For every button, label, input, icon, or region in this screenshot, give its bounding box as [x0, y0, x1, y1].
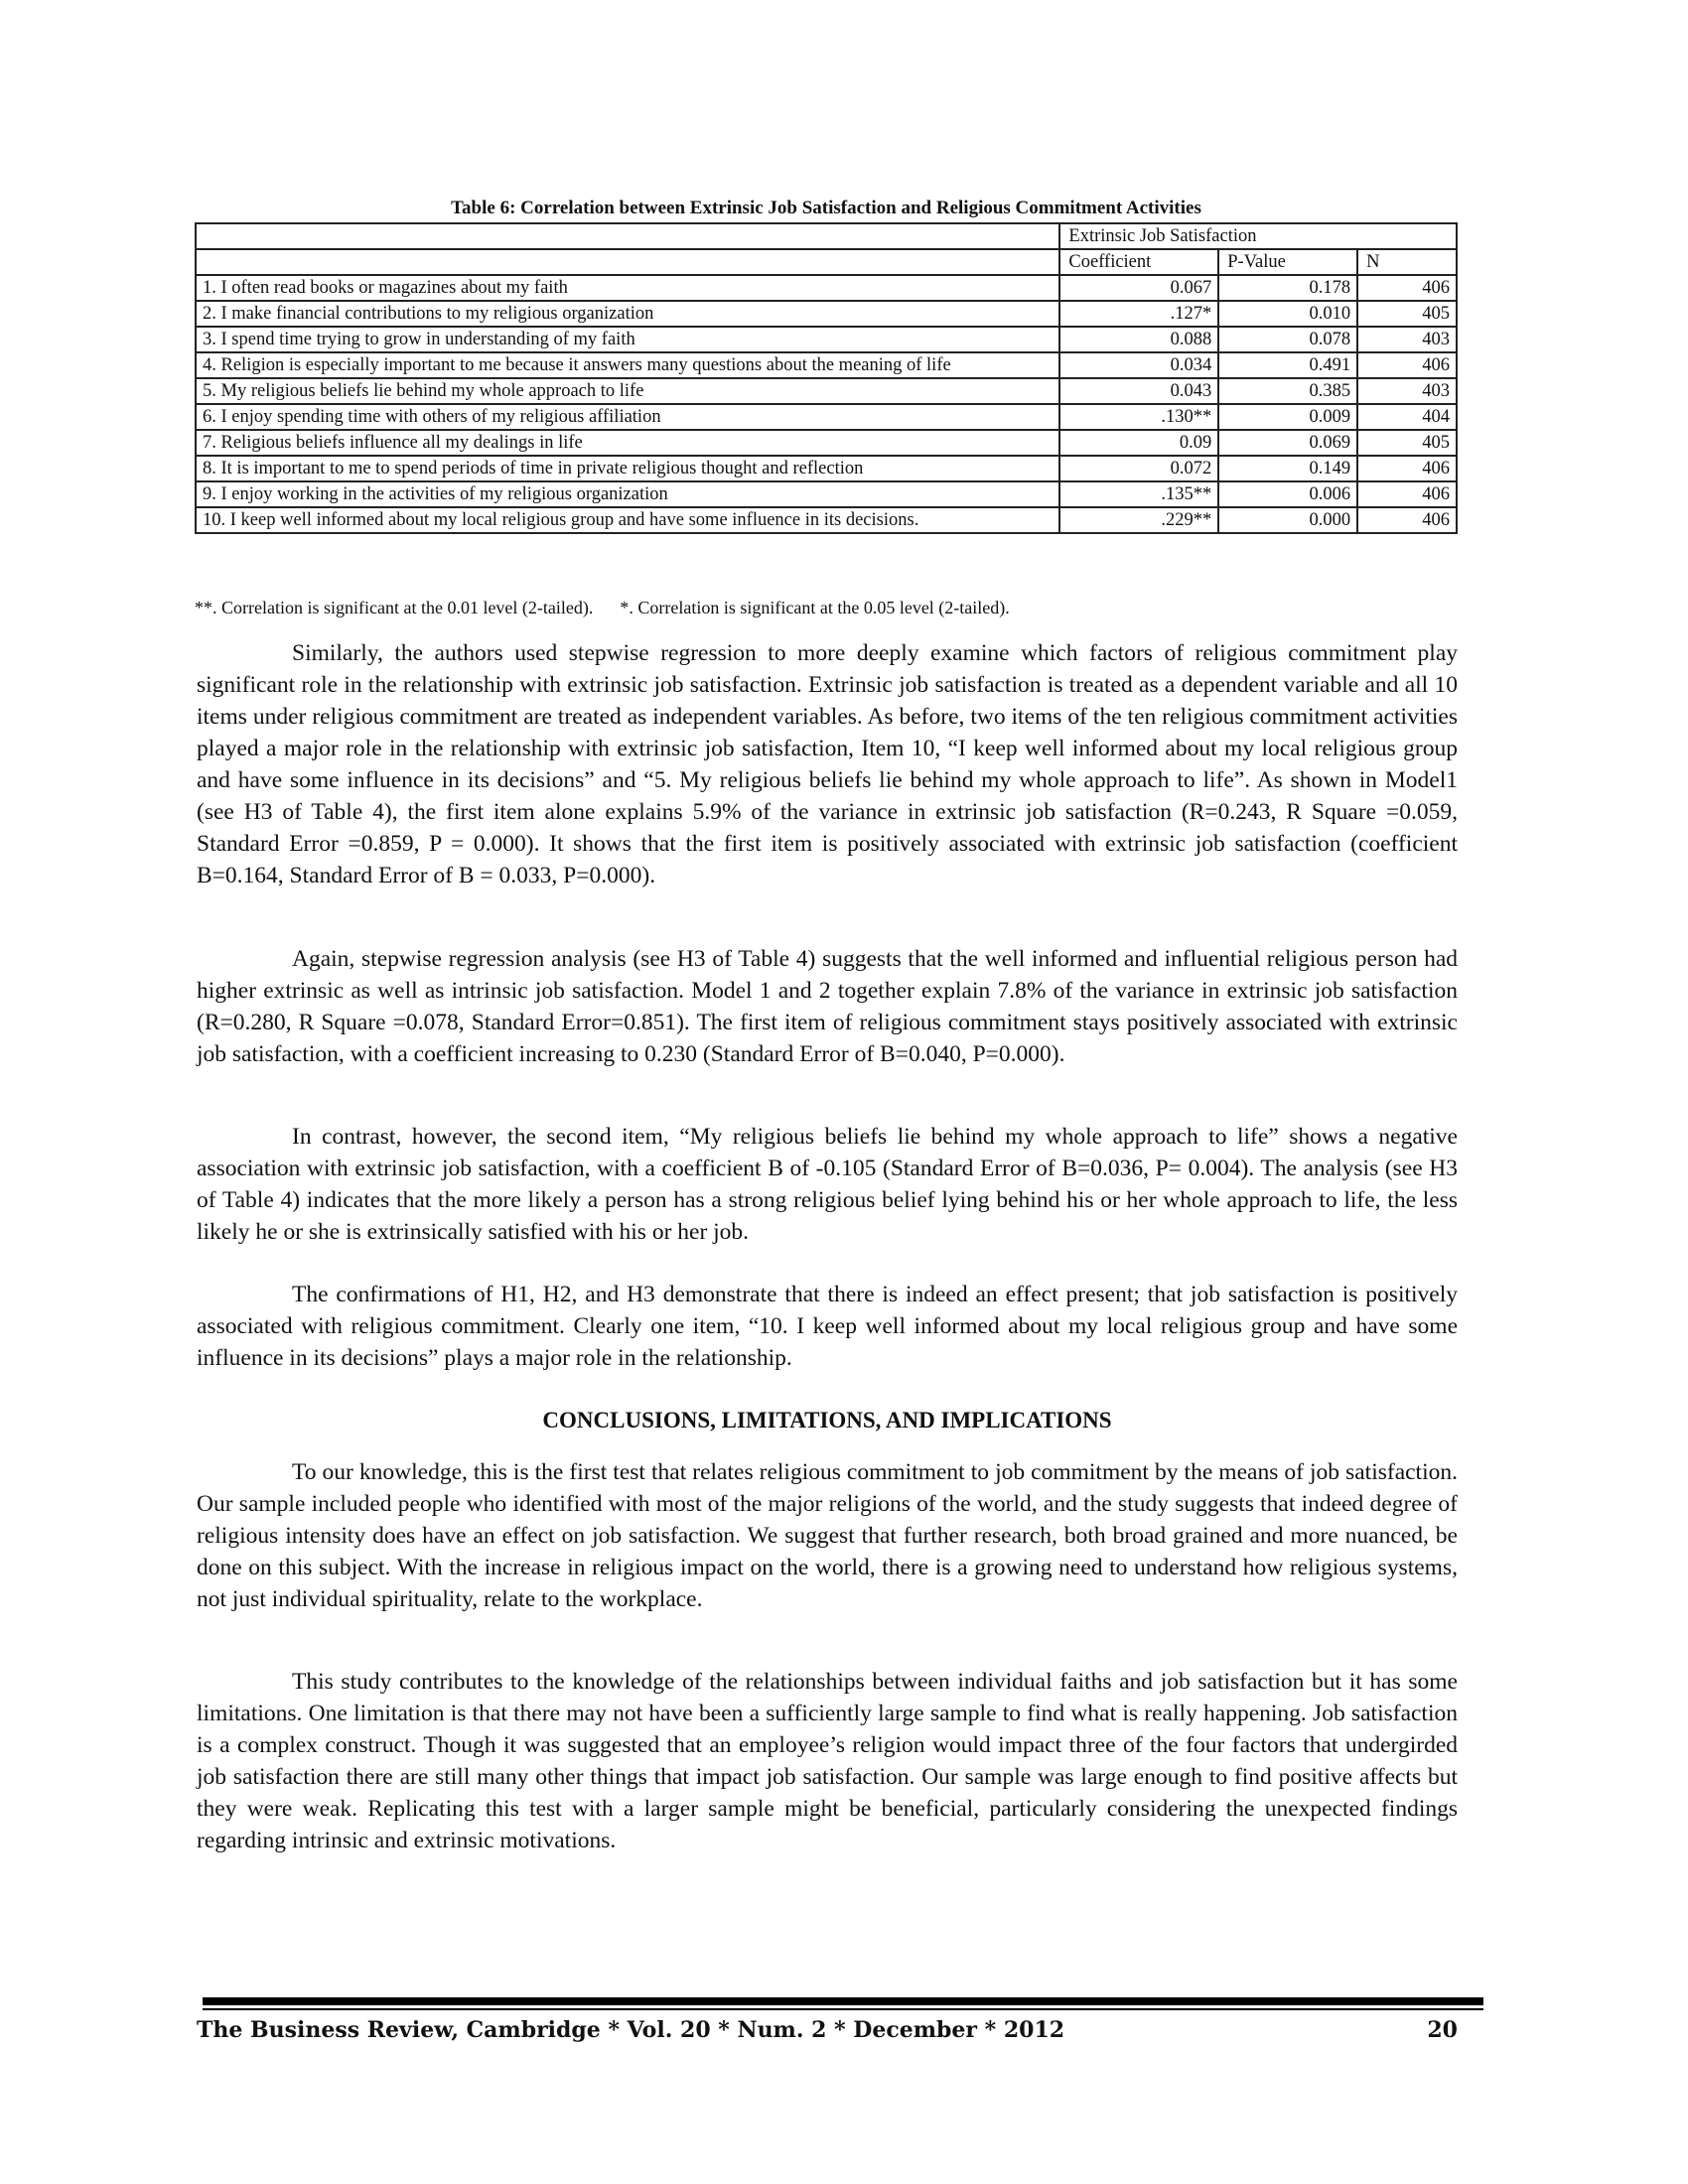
row-p-value: 0.078: [1218, 327, 1357, 352]
row-n: 405: [1357, 301, 1457, 327]
row-coefficient: 0.072: [1059, 456, 1218, 481]
section-heading: CONCLUSIONS, LIMITATIONS, AND IMPLICATIONS: [542, 1408, 1112, 1433]
row-item: 1. I often read books or magazines about my faith: [196, 275, 1059, 301]
row-coefficient: 0.088: [1059, 327, 1218, 352]
row-p-value: 0.006: [1218, 481, 1357, 507]
row-item: 10. I keep well informed about my local religious group and have some influence in its decisions.: [196, 507, 1059, 533]
table-title: Table 6: Correlation between Extrinsic Job Satisfaction and Religious Commitment Activities: [451, 198, 1201, 218]
row-n: 406: [1357, 352, 1457, 378]
table-row: [196, 430, 1457, 456]
row-item: 6. I enjoy spending time with others of my religious affiliation: [196, 404, 1059, 430]
table-header-blank: [196, 223, 1059, 249]
row-item: 4. Religion is especially important to me because it answers many questions about the meaning of life: [196, 352, 1059, 378]
table-group-header: Extrinsic Job Satisfaction: [1059, 223, 1457, 249]
body-paragraph: Again, stepwise regression analysis (see H3 of Table 4) suggests that the well informed and influential religious person had higher extrinsic as well as intrinsic job satisfaction. Model 1 and 2 together explain 7.8% of the variance in extrinsic job satisfaction (R=0.280, R Square =0.078, Standard Error=0.851). The first item of religious commitment stays positively associated with extrinsic job satisfaction, with a coefficient increasing to 0.230 (Standard Error of B=0.040, P=0.000).: [197, 946, 1458, 1067]
row-n: 406: [1357, 275, 1457, 301]
row-item: 5. My religious beliefs lie behind my whole approach to life: [196, 378, 1059, 404]
row-n: 405: [1357, 430, 1457, 456]
row-p-value: 0.491: [1218, 352, 1357, 378]
row-p-value: 0.385: [1218, 378, 1357, 404]
body-paragraph: To our knowledge, this is the first test that relates religious commitment to job commitment by the means of job satisfaction. Our sample included people who identified with most of the major religions of the world, and the study suggests that indeed degree of religious intensity does have an effect on job satisfaction. We suggest that further research, both broad grained and more nuanced, be done on this subject. With the increase in religious impact on the world, there is a growing need to understand how religious systems, not just individual spirituality, relate to the workplace.: [197, 1459, 1458, 1612]
row-item: 9. I enjoy working in the activities of my religious organization: [196, 481, 1059, 507]
table-row: [196, 481, 1457, 507]
body-paragraph: Similarly, the authors used stepwise regression to more deeply examine which factors of religious commitment play significant role in the relationship with extrinsic job satisfaction. Extrinsic job satisfaction is treated as a dependent variable and all 10 items under religious commitment are treated as independent variables. As before, two items of the ten religious commitment activities played a major role in the relationship with extrinsic job satisfaction, Item 10, “I keep well informed about my local religious group and have some influence in its decisions” and “5. My religious beliefs lie behind my whole approach to life”. As shown in Model1 (see H3 of Table 4), the first item alone explains 5.9% of the variance in extrinsic job satisfaction (R=0.243, R Square =0.059, Standard Error =0.859, P = 0.000). It shows that the first item is positively associated with extrinsic job satisfaction (coefficient B=0.164, Standard Error of B = 0.033, P=0.000).: [197, 640, 1458, 888]
column-header-p-value: P-Value: [1218, 249, 1357, 275]
row-n: 403: [1357, 327, 1457, 352]
row-n: 403: [1357, 378, 1457, 404]
footer-rule-thick: [203, 1997, 1483, 2005]
table-row: [196, 456, 1457, 481]
table-row: [196, 352, 1457, 378]
row-n: 404: [1357, 404, 1457, 430]
table-row: [196, 378, 1457, 404]
table-header-blank: [196, 249, 1059, 275]
table-row: [196, 301, 1457, 327]
table-footnote: **. Correlation is significant at the 0.01 level (2-tailed). *. Correlation is significant at the 0.05 level (2-tailed).: [195, 598, 1010, 617]
table-header-row-columns: [196, 249, 1457, 275]
row-coefficient: .229**: [1059, 507, 1218, 533]
row-p-value: 0.069: [1218, 430, 1357, 456]
row-p-value: 0.178: [1218, 275, 1357, 301]
row-n: 406: [1357, 481, 1457, 507]
page-number: 20: [1427, 2017, 1458, 2043]
row-n: 406: [1357, 507, 1457, 533]
row-coefficient: .127*: [1059, 301, 1218, 327]
row-item: 2. I make financial contributions to my religious organization: [196, 301, 1059, 327]
correlation-table: [195, 222, 1458, 534]
row-coefficient: 0.09: [1059, 430, 1218, 456]
row-item: 3. I spend time trying to grow in understanding of my faith: [196, 327, 1059, 352]
table-row: [196, 404, 1457, 430]
row-p-value: 0.009: [1218, 404, 1357, 430]
row-coefficient: 0.034: [1059, 352, 1218, 378]
row-n: 406: [1357, 456, 1457, 481]
column-header-coefficient: Coefficient: [1059, 249, 1218, 275]
row-coefficient: 0.043: [1059, 378, 1218, 404]
footer-rule-thin: [203, 2008, 1483, 2010]
body-paragraph: In contrast, however, the second item, “My religious beliefs lie behind my whole approach to life” shows a negative association with extrinsic job satisfaction, with a coefficient B of -0.105 (Standard Error of B=0.036, P= 0.004). The analysis (see H3 of Table 4) indicates that the more likely a person has a strong religious belief lying behind his or her whole approach to life, the less likely he or she is extrinsically satisfied with his or her job.: [197, 1124, 1458, 1245]
row-coefficient: 0.067: [1059, 275, 1218, 301]
table-header-row-group: [196, 223, 1457, 249]
row-p-value: 0.149: [1218, 456, 1357, 481]
body-paragraph: This study contributes to the knowledge of the relationships between individual faiths and job satisfaction but it has some limitations. One limitation is that there may not have been a sufficiently large sample to find what is really happening. Job satisfaction is a complex construct. Though it was suggested that an employee’s religion would impact three of the four factors that undergirded job satisfaction there are still many other things that impact job satisfaction. Our sample was large enough to find positive affects but they were weak. Replicating this test with a larger sample might be beneficial, particularly considering the unexpected findings regarding intrinsic and extrinsic motivations.: [197, 1669, 1458, 1853]
row-p-value: 0.000: [1218, 507, 1357, 533]
table-row: [196, 327, 1457, 352]
row-item: 7. Religious beliefs influence all my dealings in life: [196, 430, 1059, 456]
row-p-value: 0.010: [1218, 301, 1357, 327]
row-coefficient: .135**: [1059, 481, 1218, 507]
column-header-n: N: [1357, 249, 1457, 275]
row-item: 8. It is important to me to spend periods of time in private religious thought and reflection: [196, 456, 1059, 481]
row-coefficient: .130**: [1059, 404, 1218, 430]
table-row: [196, 507, 1457, 533]
journal-citation: The Business Review, Cambridge * Vol. 20 * Num. 2 * December * 2012: [197, 2017, 1065, 2043]
body-paragraph: The confirmations of H1, H2, and H3 demonstrate that there is indeed an effect present; that job satisfaction is positively associated with religious commitment. Clearly one item, “10. I keep well informed about my local religious group and have some influence in its decisions” plays a major role in the relationship.: [197, 1282, 1458, 1371]
table-row: [196, 275, 1457, 301]
